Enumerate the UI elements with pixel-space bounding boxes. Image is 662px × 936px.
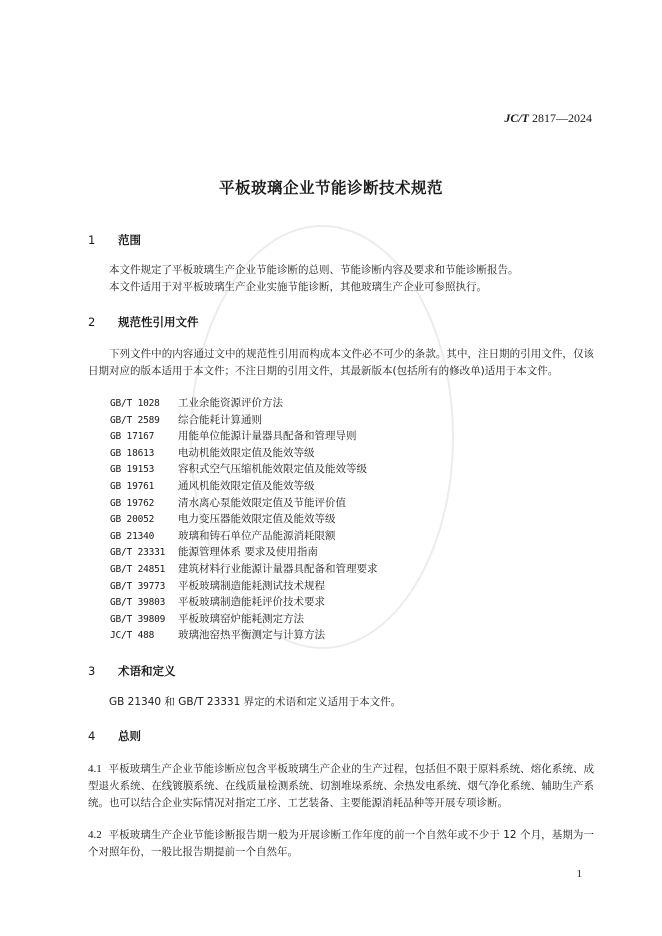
reference-item bbox=[110, 627, 378, 644]
section-number: 2 bbox=[88, 315, 96, 329]
reference-item bbox=[110, 561, 378, 578]
reference-code: GB/T 39809 bbox=[110, 613, 166, 625]
reference-code: GB 21340 bbox=[110, 530, 155, 542]
reference-item bbox=[110, 445, 378, 462]
page-number: 1 bbox=[576, 868, 582, 880]
clause-text: 平板玻璃生产企业节能诊断报告期一般为开展诊断工作年度的前一个自然年或不少于 12 个月，基期为一个对照年份，一般比报告期提前一个自然年。 bbox=[88, 829, 594, 858]
reference-code: GB 20052 bbox=[110, 514, 155, 526]
reference-title: 平板玻璃制造能耗评价技术要求 bbox=[178, 596, 325, 609]
clause-text: 平板玻璃生产企业节能诊断应包含平板玻璃生产企业的生产过程，包括但不限于原料系统、熔化系统、成型退火系统、在线镀膜系统、在线质量检测系统、切割堆垛系统、余热发电系统、烟气净化系统、辅助生产系统。也可以结合企业实际情况对指定工序、工艺装备、主要能源消耗品种等开展专项诊断。 bbox=[88, 763, 594, 809]
document-title: 平板玻璃企业节能诊断技术规范 bbox=[218, 179, 443, 197]
standard-code bbox=[504, 111, 592, 126]
reference-title: 玻璃和铸石单位产品能源消耗限额 bbox=[178, 529, 336, 542]
reference-title: 平板玻璃制造能耗测试技术规程 bbox=[178, 579, 325, 592]
reference-code: GB/T 2589 bbox=[110, 414, 160, 426]
clause-number: 4.2 bbox=[88, 829, 102, 841]
reference-title: 工业余能资源评价方法 bbox=[178, 397, 283, 409]
reference-code: JC/T 488 bbox=[110, 630, 155, 642]
reference-code: GB/T 39773 bbox=[110, 580, 166, 592]
reference-item bbox=[110, 412, 378, 429]
section-4-heading bbox=[88, 728, 141, 744]
standard-prefix: JC/T bbox=[504, 111, 529, 125]
clause-4-2 bbox=[88, 827, 594, 861]
reference-code: GB 19153 bbox=[110, 464, 155, 476]
clause-number: 4.1 bbox=[88, 763, 102, 775]
reference-title: 电动机能效限定值及能效等级 bbox=[178, 446, 315, 459]
reference-title: 电力变压器能效限定值及能效等级 bbox=[178, 513, 336, 526]
reference-code: GB/T 1028 bbox=[110, 398, 160, 409]
reference-code: GB 19761 bbox=[110, 480, 155, 492]
section-2-heading bbox=[88, 314, 199, 330]
section-number: 4 bbox=[88, 729, 96, 743]
section-title: 术语和定义 bbox=[118, 664, 176, 678]
reference-code: GB/T 39803 bbox=[110, 597, 166, 609]
reference-title: 能源管理体系 要求及使用指南 bbox=[178, 546, 318, 559]
reference-item bbox=[110, 594, 378, 611]
section-2-paragraph-1: 下列文件中的内容通过文中的规范性引用而构成本文件必不可少的条款。其中，注日期的引用文件，仅该日期对应的版本适用于本文件；不注日期的引用文件，其最新版本(包括所有的修改单)适用于本文件。 bbox=[88, 348, 594, 377]
standard-number: 2817—2024 bbox=[532, 111, 592, 125]
section-3-heading bbox=[88, 663, 176, 679]
reference-item bbox=[110, 478, 378, 495]
section-title: 范围 bbox=[118, 233, 141, 247]
reference-code: GB 18613 bbox=[110, 447, 155, 459]
section-1-paragraph-2: 本文件适用于对平板玻璃生产企业实施节能诊断，其他玻璃生产企业可参照执行。 bbox=[109, 281, 487, 293]
reference-code: GB/T 23331 bbox=[110, 547, 166, 559]
reference-item bbox=[110, 611, 378, 628]
section-number: 3 bbox=[88, 664, 96, 678]
reference-title: 用能单位能源计量器具配备和管理导则 bbox=[178, 430, 357, 443]
clause-4-1 bbox=[88, 761, 594, 812]
section-title: 规范性引用文件 bbox=[118, 315, 199, 329]
reference-code: GB 17167 bbox=[110, 431, 155, 443]
reference-title: 清水离心泵能效限定值及节能评价值 bbox=[178, 496, 346, 509]
reference-item bbox=[110, 395, 378, 412]
section-3-paragraph-1: GB 21340 和 GB/T 23331 界定的术语和定义适用于本文件。 bbox=[109, 696, 402, 708]
section-1-heading bbox=[88, 232, 141, 248]
reference-title: 容积式空气压缩机能效限定值及能效等级 bbox=[178, 463, 367, 476]
reference-code: GB 19762 bbox=[110, 497, 155, 509]
section-1-paragraph-1: 本文件规定了平板玻璃生产企业节能诊断的总则、节能诊断内容及要求和节能诊断报告。 bbox=[109, 264, 519, 276]
section-number: 1 bbox=[88, 233, 96, 247]
reference-title: 建筑材料行业能源计量器具配备和管理要求 bbox=[178, 562, 378, 575]
reference-item bbox=[110, 578, 378, 595]
reference-item bbox=[110, 461, 378, 478]
reference-title: 玻璃池窑热平衡测定与计算方法 bbox=[178, 629, 325, 642]
reference-code: GB/T 24851 bbox=[110, 563, 166, 575]
reference-title: 平板玻璃窑炉能耗测定方法 bbox=[178, 612, 304, 625]
reference-title: 综合能耗计算通则 bbox=[178, 413, 262, 426]
reference-item bbox=[110, 528, 378, 545]
reference-item bbox=[110, 544, 378, 561]
section-title: 总则 bbox=[118, 729, 141, 743]
reference-item bbox=[110, 495, 378, 512]
normative-reference-list bbox=[110, 395, 378, 644]
reference-title: 通风机能效限定值及能效等级 bbox=[178, 479, 315, 492]
reference-item bbox=[110, 511, 378, 528]
reference-item bbox=[110, 428, 378, 445]
